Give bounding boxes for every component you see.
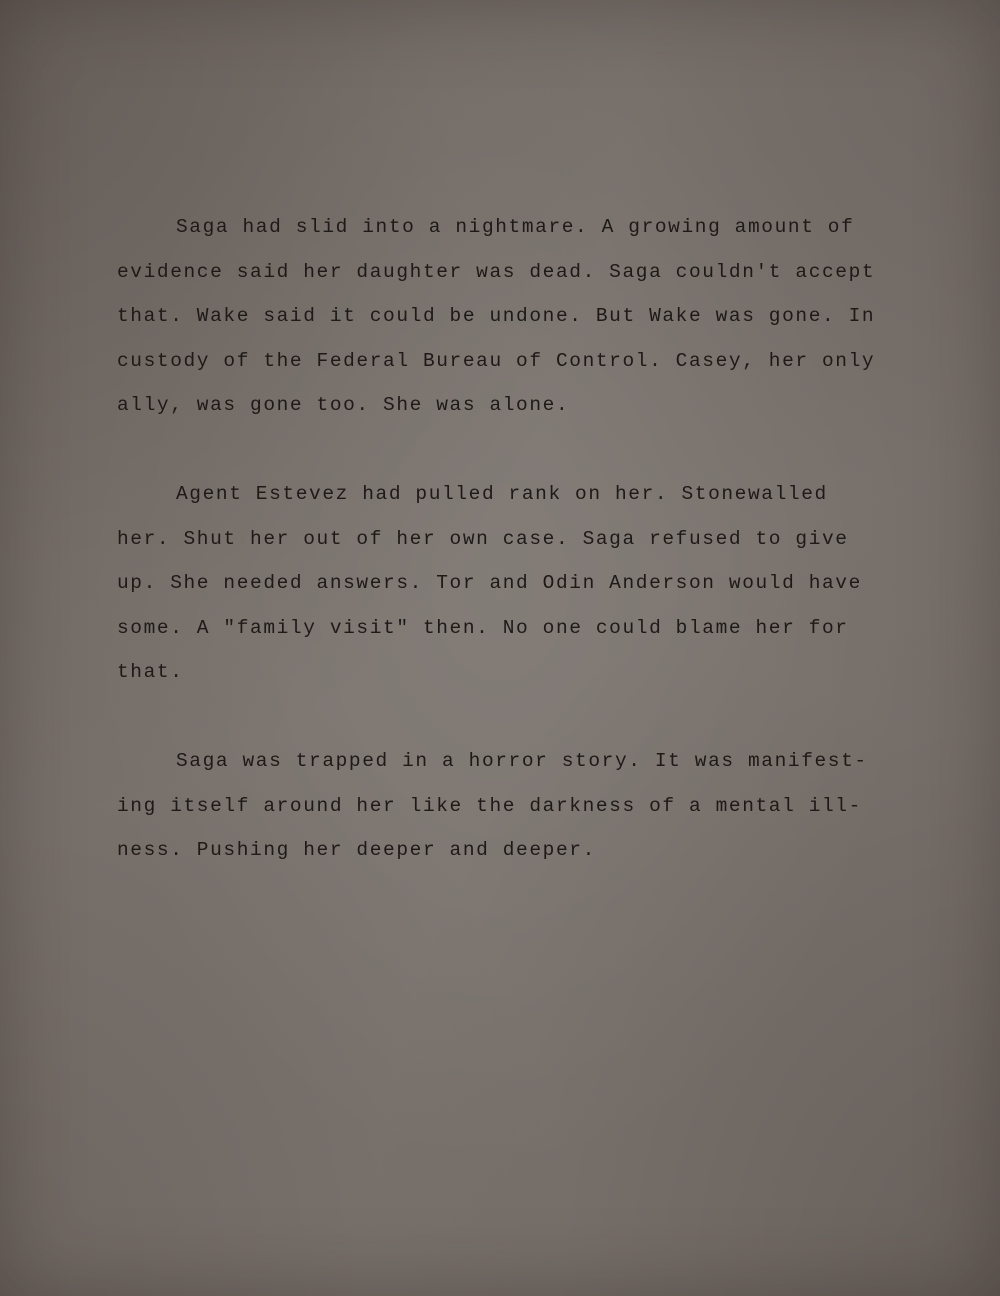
paragraph-3: Saga was trapped in a horror story. It was manifest-ing itself around her like the darkness of a mental ill-ness. Pushing her deeper and deeper.: [117, 750, 868, 861]
paragraph-1: Saga had slid into a nightmare. A growing amount of evidence said her daughter was dead. Saga couldn't accept that. Wake said it could be undone. But Wake was gone. In custody of the Federal Bureau of Control. Casey, her only ally, was gone too. She was alone.: [117, 216, 876, 416]
manuscript-text: [117, 205, 887, 873]
paragraph-2: Agent Estevez had pulled rank on her. Stonewalled her. Shut her out of her own case. Saga refused to give up. She needed answers. Tor and Odin Anderson would have some. A "family visit" then. No one could blame her for that.: [117, 483, 862, 683]
